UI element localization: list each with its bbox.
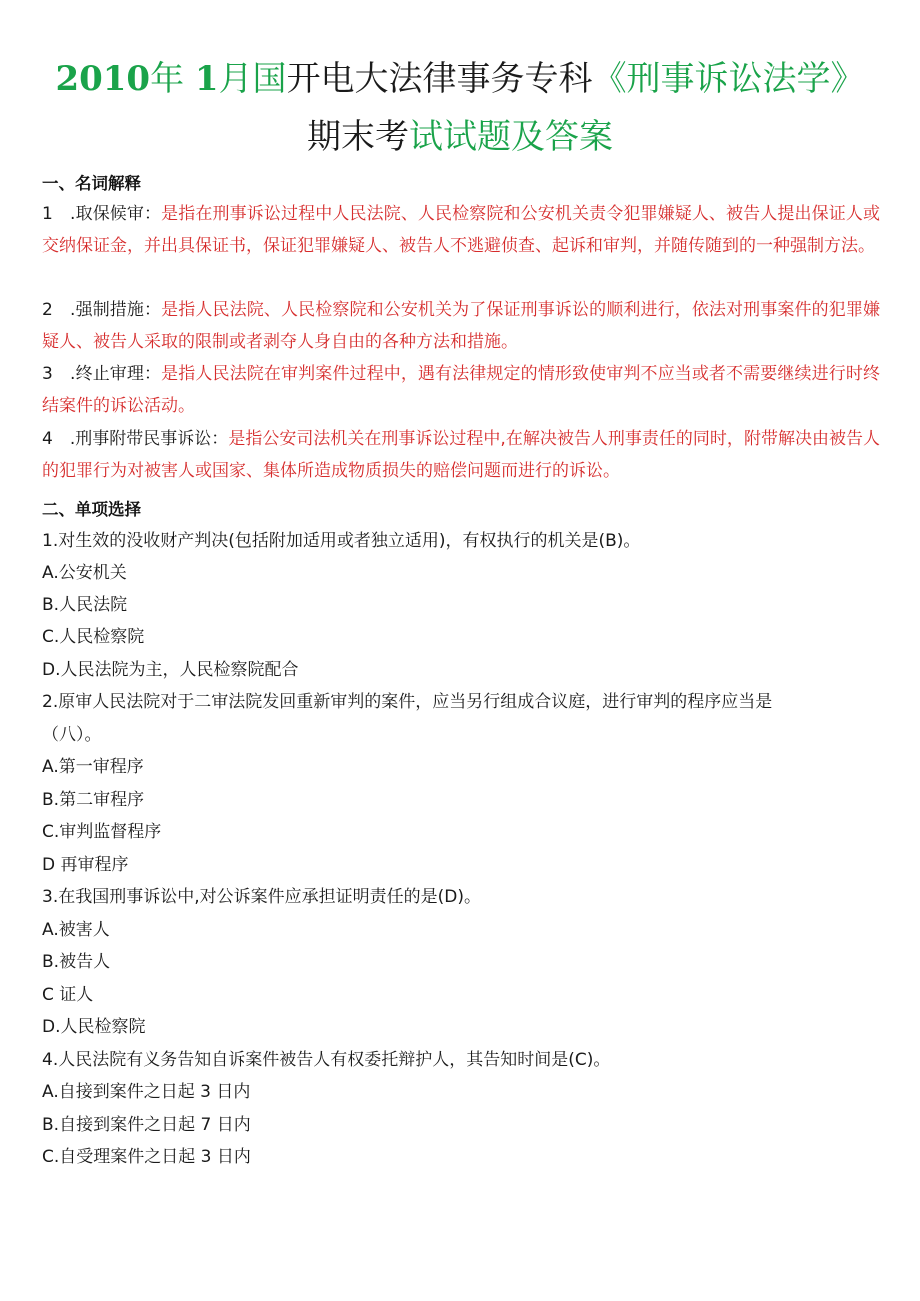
answer-option-line: C.自受理案件之日起 3 日内 [42,1147,251,1167]
section-heading-single-choice: 二、单项选择 [42,500,141,519]
definition-text: 是指在刑事诉讼过程中人民法院、人民检察院和公安机关责令犯罪嫌疑人、被告人提出保证人或交纳保证金，并出具保证书，保证犯罪嫌疑人、被告人不逃避侦查、起诉和审判，并随传随到的一种强制方法。 [42,204,880,256]
definition-item [42,294,880,358]
definition-term: 4 .刑事附带民事诉讼： [42,429,229,449]
title-year: 2010 [55,59,151,99]
question-line: 3.在我国刑事诉讼中,对公诉案件应承担证明责任的是(D)。 [42,887,481,907]
answer-option-line: A.第一审程序 [42,757,144,777]
answer-option-line: B.人民法院 [42,595,128,615]
option-line: C.人民检察院 [42,627,145,647]
document-title-line-2 [0,115,920,159]
option-line: A.公安机关 [42,563,127,583]
title-part-2: 试试题 [409,117,511,157]
question-line: 4.人民法院有义务告知自诉案件被告人有权委托辩护人，其告知时间是(C)。 [42,1050,611,1070]
option-line: C 证人 [42,985,94,1005]
option-line: A.自接到案件之日起 3 日内 [42,1082,251,1102]
question-line: 1.对生效的没收财产判决(包括附加适用或者独立适用)，有权执行的机关是(B)。 [42,531,641,551]
definition-term: 2 .强制措施： [42,300,162,320]
title-year-suffix: 年 [150,59,185,99]
definition-item [42,198,880,262]
section-heading-definitions: 一、名词解释 [42,174,141,193]
definition-item [42,423,880,487]
title-part-1: 期末考 [307,117,409,157]
option-line: C.审判监督程序 [42,822,162,842]
title-course: 《刑事诉讼法学》 [592,59,865,99]
title-month: 1 [194,59,219,99]
question-line: 2.原审人民法院对于二审法院发回重新审判的案件，应当另行组成合议庭，进行审判的程序应当是 [42,692,773,712]
option-line: B.第二审程序 [42,790,145,810]
definition-text: 是指人民法院、人民检察院和公安机关为了保证刑事诉讼的顺利进行，依法对刑事案件的犯罪嫌疑人、被告人采取的限制或者剥夺人身自由的各种方法和措施。 [42,300,880,352]
option-line: B.被告人 [42,952,111,972]
question-line-continued: （八）。 [42,725,102,745]
definition-term: 1 .取保候审： [42,204,162,224]
definition-text: 是指人民法院在审判案件过程中，遇有法律规定的情形致使审判不应当或者不需要继续进行时终结案件的诉讼活动。 [42,364,880,416]
option-line: A.被害人 [42,920,110,940]
title-part-3: 及答案 [511,117,613,157]
answer-option-line: D.人民检察院 [42,1017,146,1037]
option-line: D 再审程序 [42,855,129,875]
option-line: B.自接到案件之日起 7 日内 [42,1115,251,1135]
definition-term: 3 .终止审理： [42,364,162,384]
option-line: D.人民法院为主，人民检察院配合 [42,660,299,680]
document-title-line-1 [0,57,920,101]
title-middle: 开电大法律事务专科 [286,59,593,99]
definition-item [42,358,880,422]
definition-text: 是指公安司法机关在刑事诉讼过程中,在解决被告人刑事责任的同时，附带解决由被告人的犯罪行为对被害人或国家、集体所造成物质损失的赔偿问题而进行的诉讼。 [42,429,880,481]
title-month-suffix: 月国 [218,59,287,99]
